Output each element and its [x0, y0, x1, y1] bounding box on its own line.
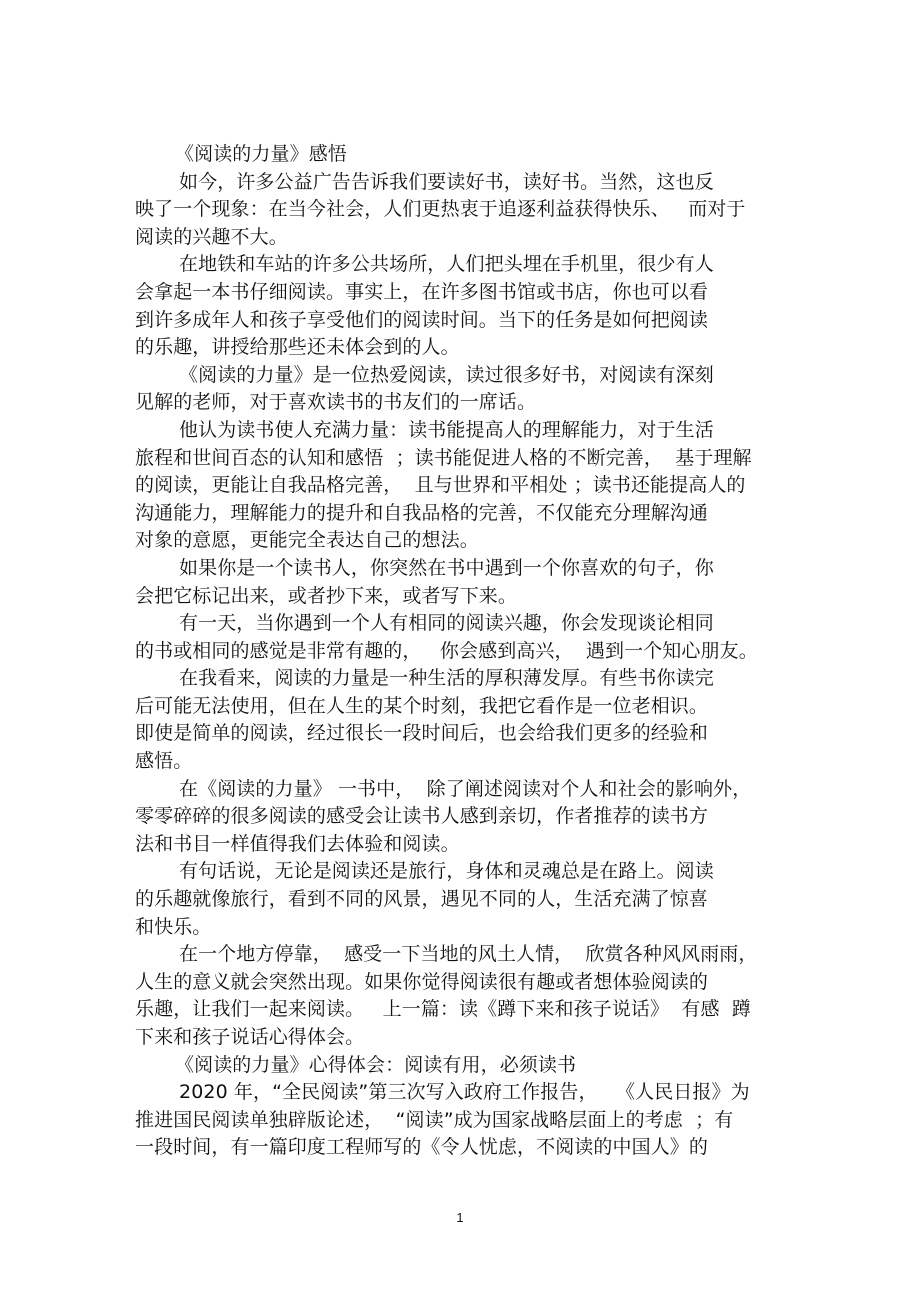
text-line: 感悟。 [135, 750, 193, 773]
text-line: 的乐趣，讲授给那些还未体会到的人。 [135, 336, 460, 359]
text-line: 人生的意义就会突然出现。如果你觉得阅读很有趣或者想体验阅读的 [135, 970, 709, 993]
article-title: 《阅读的力量》感悟 [175, 143, 347, 165]
text-line: 会把它标记出来，或者抄下来，或者写下来。 [135, 584, 518, 607]
text-line: 《阅读的力量》是一位热爱阅读，读过很多好书，对阅读有深刻 [179, 363, 714, 386]
text-line: 旅程和世间百态的认知和感悟 ；读书能促进人格的不断完善， 基于理解 [135, 446, 752, 469]
page-number: 1 [456, 1210, 464, 1225]
text-line: 如今，许多公益广告告诉我们要读好书，读好书。当然，这也反 [179, 170, 714, 193]
text-line: 对象的意愿，更能完全表达自己的想法。 [135, 529, 479, 552]
text-line: 如果你是一个读书人，你突然在书中遇到一个你喜欢的句子，你 [179, 556, 714, 579]
section-title: 《阅读的力量》心得体会：阅读有用，必须读书 [175, 1053, 577, 1076]
text-line: 映了一个现象：在当今社会，人们更热衷于追逐利益获得快乐、 而对于 [135, 198, 746, 221]
text-line: 推进国民阅读单独辟版论述， “阅读”成为国家战略层面上的考虑 ；有 [135, 1108, 734, 1131]
text-line: 法和书目一样值得我们去体验和阅读。 [135, 832, 460, 855]
text-line: 沟通能力，理解能力的提升和自我品格的完善，不仅能充分理解沟通 [135, 501, 709, 524]
text-line: 的乐趣就像旅行，看到不同的风景，遇见不同的人，生活充满了惊喜 [135, 888, 709, 911]
text-line: 在《阅读的力量》 一书中， 除了阐述阅读对个人和社会的影响外， [179, 777, 752, 800]
text-line: 阅读的兴趣不大。 [135, 225, 288, 248]
text-line: 一段时间，有一篇印度工程师写的《令人忧虑，不阅读的中国人》的 [135, 1136, 709, 1159]
text-line: 的阅读，更能让自我品格完善， 且与世界和平相处 ；读书还能提高人的 [135, 474, 746, 497]
text-line: 的书或相同的感觉是非常有趣的， 你会感到高兴， 遇到一个知心朋友。 [135, 639, 758, 662]
text-line: 后可能无法使用，但在人生的某个时刻，我把它看作是一位老相识。 [135, 694, 709, 717]
document-body [135, 141, 790, 1162]
text-line: 下来和孩子说话心得体会。 [135, 1026, 365, 1048]
text-line: 有句话说，无论是阅读还是旅行，身体和灵魂总是在路上。阅读 [179, 860, 714, 883]
text-line: 即使是简单的阅读，经过很长一段时间后，也会给我们更多的经验和 [135, 722, 709, 745]
text-line: 有一天，当你遇到一个人有相同的阅读兴趣，你会发现谈论相同 [179, 612, 714, 635]
text-line: 他认为读书使人充满力量：读书能提高人的理解能力，对于生活 [179, 418, 714, 441]
text-line: 会拿起一本书仔细阅读。事实上，在许多图书馆或书店，你也可以看 [135, 280, 709, 303]
text-line: 在一个地方停靠， 感受一下当地的风土人情， 欣赏各种风风雨雨， [179, 943, 758, 966]
text-line: 零零碎碎的很多阅读的感受会让读书人感到亲切，作者推荐的读书方 [135, 805, 709, 828]
text-line: 和快乐。 [135, 915, 212, 938]
text-line: 在地铁和车站的许多公共场所，人们把头埋在手机里，很少有人 [179, 253, 714, 276]
text-line: 见解的老师，对于喜欢读书的书友们的一席话。 [135, 391, 537, 414]
text-line: 在我看来，阅读的力量是一种生活的厚积薄发厚。有些书你读完 [179, 667, 714, 690]
text-line: 乐趣，让我们一起来阅读。 上一篇：读《蹲下来和孩子说话》 有感 蹲 [135, 998, 751, 1021]
text-line: 到许多成年人和孩子享受他们的阅读时间。当下的任务是如何把阅读 [135, 308, 709, 331]
text-line: 2020 年，“全民阅读”第三次写入政府工作报告， 《人民日报》为 [179, 1081, 750, 1104]
